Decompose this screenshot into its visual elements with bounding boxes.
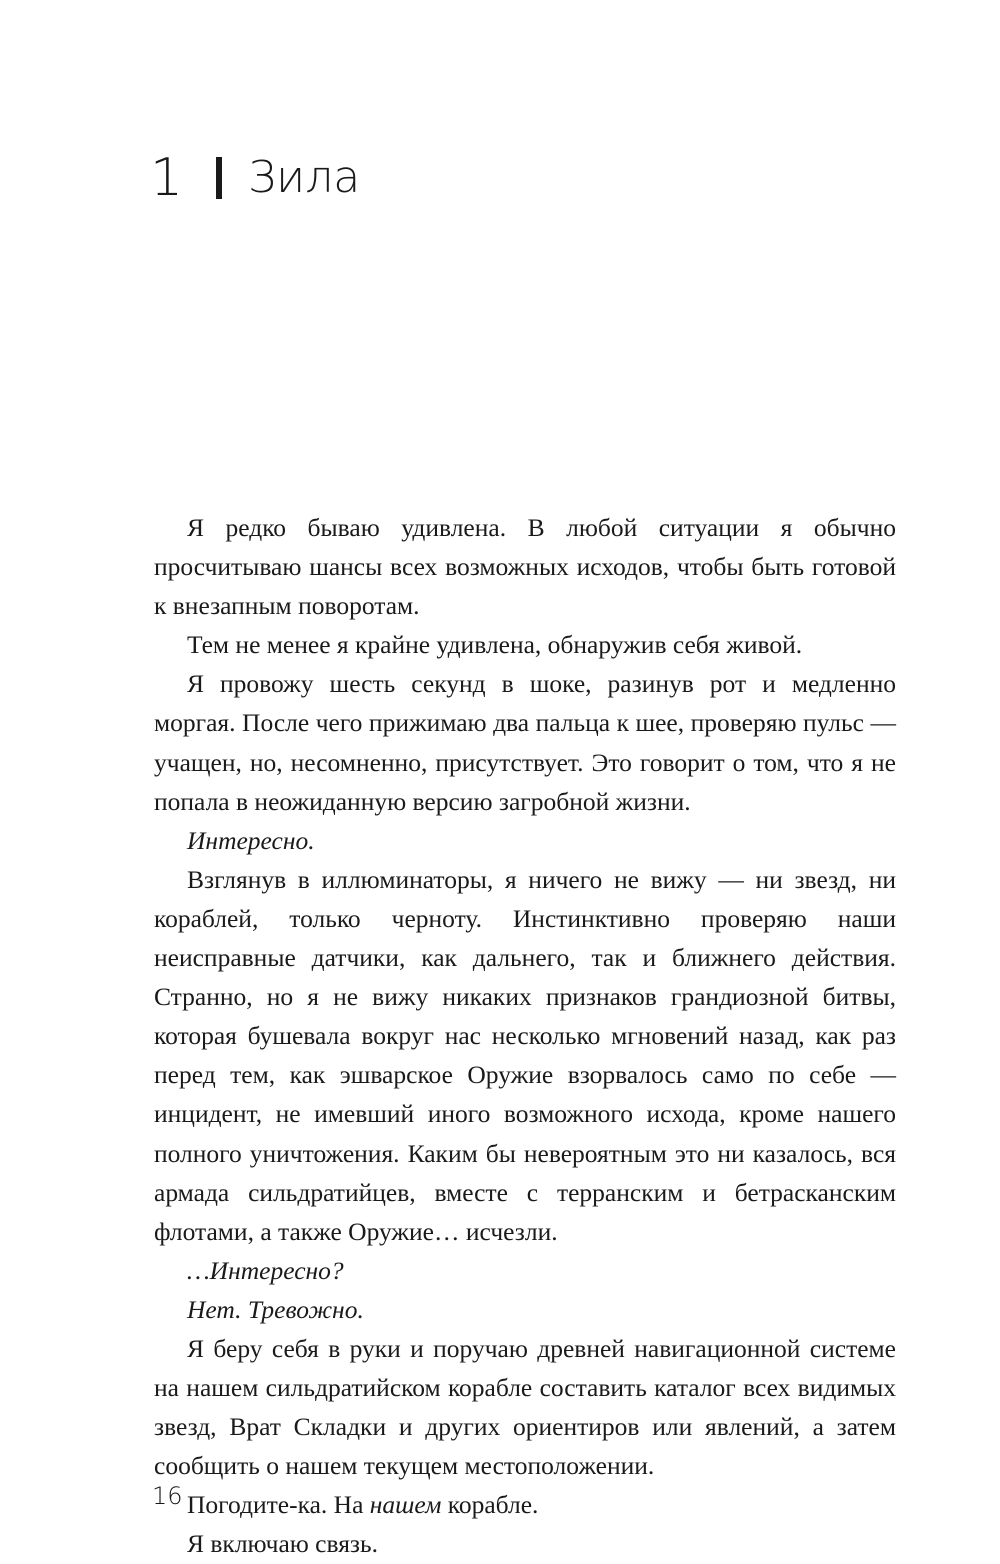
chapter-title: Зила [248, 152, 361, 203]
chapter-heading [150, 148, 360, 208]
page-number: 16 [152, 1482, 183, 1510]
paragraph-italic: Нет. Тревожно. [187, 1294, 364, 1324]
chapter-divider-bar [216, 157, 222, 199]
emphasized-word: нашем [369, 1490, 442, 1520]
paragraph-text: корабле. [441, 1490, 539, 1520]
paragraph-italic: Интересно. [187, 825, 315, 855]
body-text [154, 508, 896, 1564]
chapter-number: 1 [150, 148, 183, 208]
paragraph: Взглянув в иллюминаторы, я ничего не вижу — ни звезд, ни кораблей, только черноту. Инстинктивно проверяю наши неисправные датчики, как дальнего, так и ближнего действия. Странно, но я не вижу никаких признаков грандиозной битвы, которая бушевала вокруг нас несколько мгновений назад, как раз перед тем, как эшварское Оружие взорвалось само по себе — инцидент, не имевший иного возможного исхода, кроме нашего полного уничтожения. Каким бы невероятным это ни казалось, вся армада сильдратийцев, вместе с терранским и бетрасканским флотами, а также Оружие… исчезли. [154, 864, 896, 1246]
paragraph: Я беру себя в руки и поручаю древней навигационной системе на нашем сильдратийском корабле составить каталог всех видимых звезд, Врат Складки и других ориентиров или явлений, а затем сообщить о нашем текущем местоположении. [154, 1333, 896, 1481]
paragraph-text: Погодите-ка. На [187, 1490, 370, 1520]
paragraph: Я провожу шесть секунд в шоке, разинув рот и медленно моргая. После чего прижимаю два пальца к шее, проверяю пульс — учащен, но, несомненно, присутствует. Это говорит о том, что я не попала в неожиданную версию загробной жизни. [154, 669, 896, 816]
paragraph: Я включаю связь. [187, 1529, 379, 1559]
paragraph: Тем не менее я крайне удивлена, обнаружив себя живой. [187, 630, 803, 660]
paragraph [152, 1482, 896, 1524]
paragraph-italic: …Интересно? [187, 1255, 344, 1285]
paragraph: Я редко бываю удивлена. В любой ситуации я обычно просчитываю шансы всех возможных исходов, чтобы быть готовой к внезапным поворотам. [154, 513, 896, 621]
